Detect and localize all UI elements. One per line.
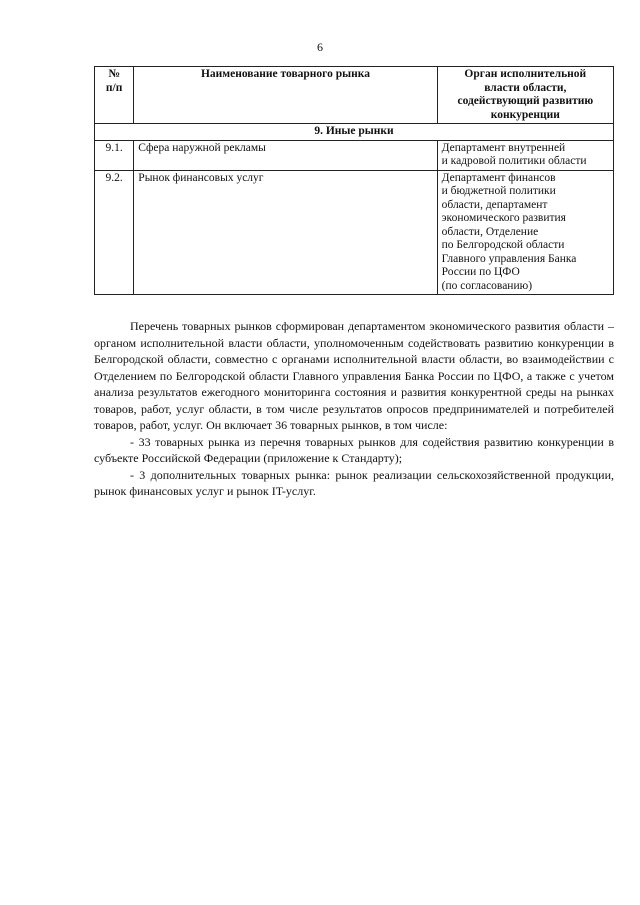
row-number: 9.2. <box>95 170 134 295</box>
authority-line: России по ЦФО <box>441 266 520 278</box>
markets-table <box>94 66 614 295</box>
authority-line: Департамент финансов <box>441 171 556 184</box>
table-row <box>95 170 614 295</box>
authority-line: области, Отделение <box>441 225 539 238</box>
paragraph-list-item: - 3 дополнительных товарных рынка: рынок реализации сельскохозяйственной продукции, рынок финансовых услуг и рынок IT-услуг. <box>94 467 614 498</box>
page-number: 6 <box>317 40 323 54</box>
section-row <box>95 124 614 141</box>
table-header-row <box>95 67 614 124</box>
header-authority-line: власти области, <box>484 81 567 94</box>
header-authority <box>437 67 613 124</box>
header-number-line: п/п <box>105 81 123 94</box>
table-row <box>95 140 614 170</box>
header-number <box>95 67 134 124</box>
header-market-name: Наименование товарного рынка <box>134 67 437 124</box>
authority-line: Главного управления Банка <box>441 252 577 265</box>
row-authority <box>437 170 613 295</box>
header-authority-line: содействующий развитию <box>457 95 594 107</box>
row-authority <box>437 140 613 170</box>
authority-line: и кадровой политики области <box>441 155 587 167</box>
authority-line: и бюджетной политики <box>441 185 556 197</box>
authority-line: экономического развития <box>441 212 566 224</box>
authority-line: области, департамент <box>441 198 548 211</box>
header-number-line: № <box>108 68 120 80</box>
section-title: 9. Иные рынки <box>95 124 614 141</box>
authority-line: Департамент внутренней <box>441 141 566 154</box>
paragraph-list-item: - 33 товарных рынка из перечня товарных рынков для содействия развитию конкуренции в субъекте Российской Федерации (приложение к Стандарту); <box>94 434 614 465</box>
header-authority-line: конкуренции <box>490 108 560 121</box>
row-number: 9.1. <box>95 140 134 170</box>
authority-line: (по согласованию) <box>441 279 533 292</box>
header-authority-line: Орган исполнительной <box>464 68 587 80</box>
authority-line: по Белгородской области <box>441 239 565 251</box>
row-market-name: Рынок финансовых услуг <box>134 170 437 295</box>
body-text <box>94 318 614 500</box>
row-market-name: Сфера наружной рекламы <box>134 140 437 170</box>
paragraph-intro: Перечень товарных рынков сформирован департаментом экономического развития области – органом исполнительной власти области, уполномоченным содействовать развитию конкуренции в Белгородской области, совместно с органами исполнительной власти области, во взаимодействии с Отделением по Белгородской области Главного управления Банка России по ЦФО, а также с учетом анализа результатов ежегодного мониторинга состояния и развития конкурентной среды на рынках товаров, работ, услуг области, в том числе результатов опросов предпринимателей и потребителей товаров, работ, услуг. Он включает 36 товарных рынков, в том числе: <box>94 319 614 432</box>
